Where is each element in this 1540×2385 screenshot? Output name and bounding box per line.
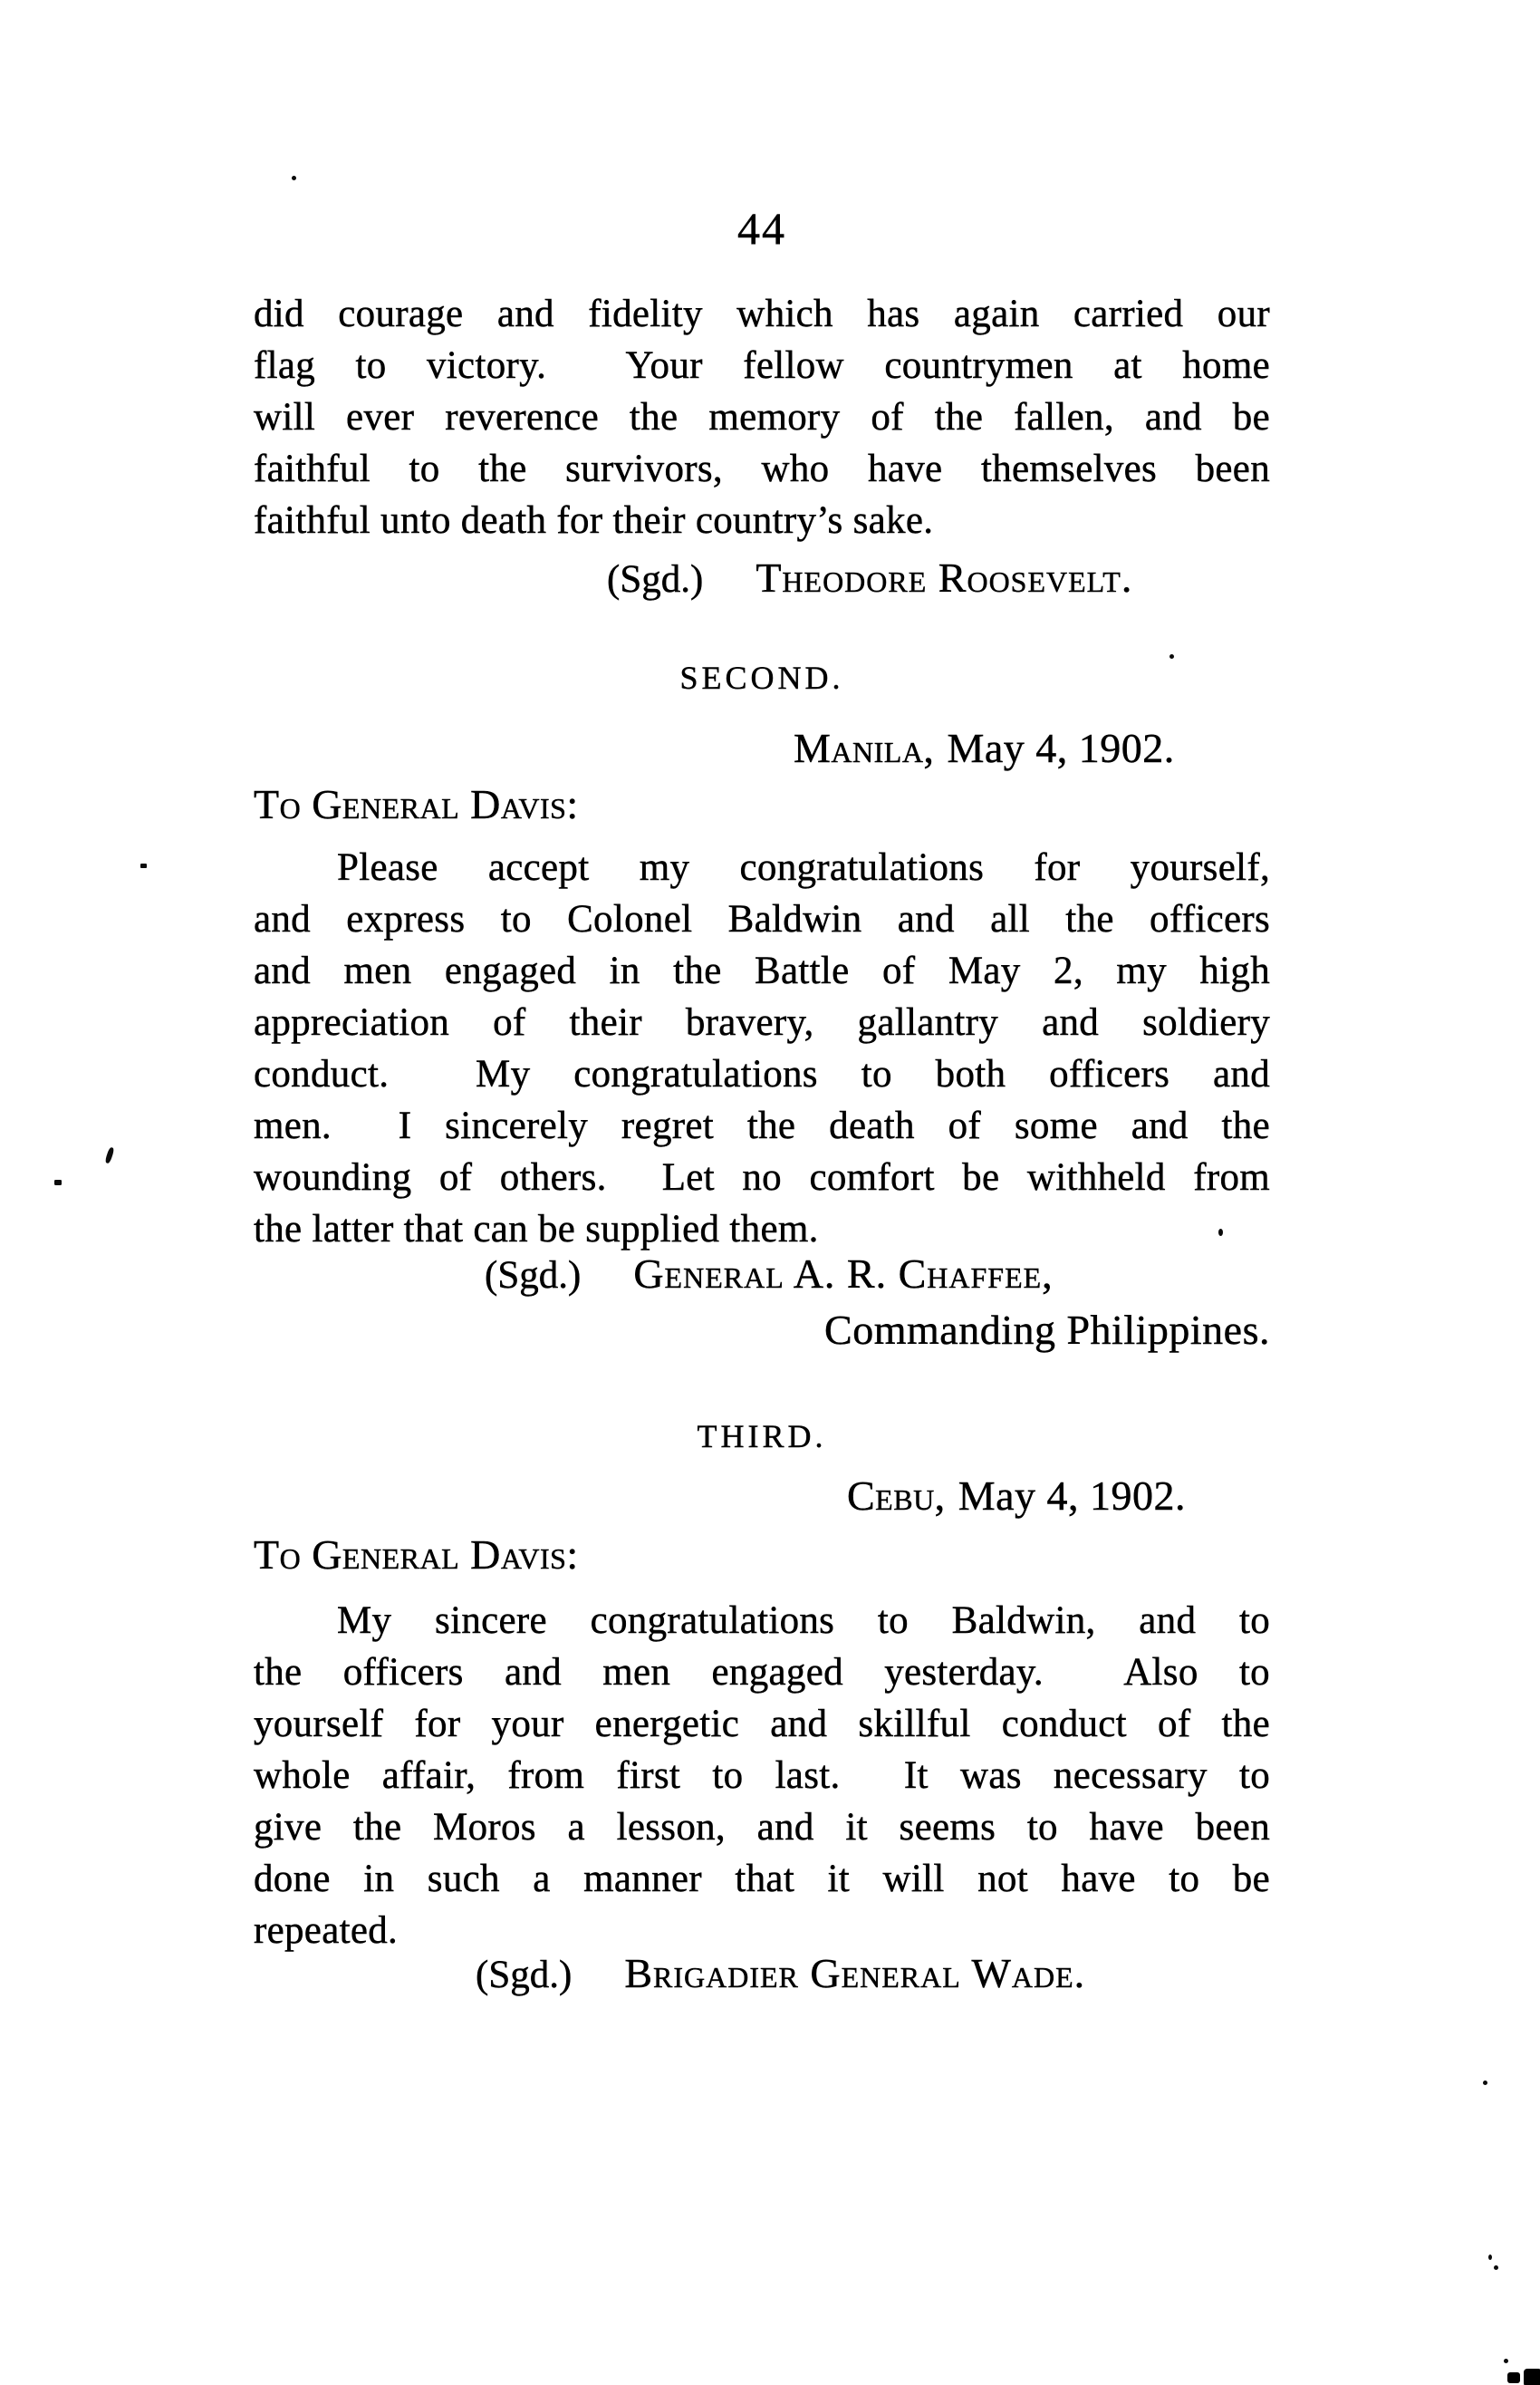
signature-title-commanding-philippines: Commanding Philippines. [824, 1307, 1270, 1353]
text-line: will ever reverence the memory of the fallen, and be [254, 396, 1270, 439]
salutation-general-davis: To General Davis: [254, 1531, 579, 1578]
text-line: wounding of others. Let no comfort be withheld from [254, 1156, 1270, 1199]
scan-speck [54, 1180, 62, 1185]
salutation-general-davis: To General Davis: [254, 781, 579, 827]
text-line: the officers and men engaged yesterday. Also to [254, 1651, 1270, 1694]
signature-wade [476, 1947, 1085, 2001]
sgd-label: (Sgd.) [607, 558, 704, 601]
scan-speck [292, 176, 296, 180]
text-line: Please accept my congratulations for yourself, [337, 846, 1270, 889]
scan-speck [1169, 654, 1174, 659]
scan-corner-artifact [1507, 2372, 1520, 2383]
section-heading-second: SECOND. [679, 660, 844, 696]
signature-name: Theodore Roosevelt. [756, 555, 1133, 601]
text-line: faithful unto death for their country’s sake. [254, 499, 934, 542]
text-line: did courage and fidelity which has again carried our [254, 293, 1270, 335]
text-line: and men engaged in the Battle of May 2, my high [254, 950, 1270, 992]
text-line: conduct. My congratulations to both officers and [254, 1053, 1270, 1096]
scan-speck [1483, 2081, 1487, 2085]
text-line: yourself for your energetic and skillful conduct of the [254, 1703, 1270, 1745]
text-line: flag to victory. Your fellow countrymen at home [254, 344, 1270, 387]
scan-speck [1504, 2359, 1508, 2363]
text-line: done in such a manner that it will not have to be [254, 1858, 1270, 1900]
signature-name: General A. R. Chaffee, [633, 1250, 1054, 1297]
sgd-label: (Sgd.) [476, 1954, 573, 1996]
dateline-place: Cebu, [847, 1473, 946, 1519]
text-line: My sincere congratulations to Baldwin, and to [337, 1599, 1270, 1642]
text-line: whole affair, from first to last. It was necessary to [254, 1754, 1270, 1797]
page-number: 44 [737, 203, 786, 254]
scan-speck [1494, 2265, 1498, 2270]
dateline-manila [794, 722, 1175, 774]
sgd-label: (Sgd.) [485, 1254, 582, 1297]
signature-chaffee [485, 1248, 1054, 1301]
section-heading-third: THIRD. [697, 1418, 827, 1454]
text-line: and express to Colonel Baldwin and all the officers [254, 898, 1270, 941]
roosevelt-message-paragraph [254, 288, 1270, 546]
signature-name: Brigadier General Wade. [624, 1950, 1086, 1996]
chaffee-message-paragraph [254, 842, 1270, 1255]
text-line: repeated. [254, 1909, 399, 1952]
dateline-date: May 4, 1902. [958, 1473, 1187, 1519]
scan-speck [104, 1147, 114, 1164]
wade-message-paragraph [254, 1595, 1270, 1956]
scan-speck [140, 864, 147, 868]
text-line: appreciation of their bravery, gallantry and soldiery [254, 1001, 1270, 1044]
text-line: give the Moros a lesson, and it seems to have been [254, 1806, 1270, 1849]
scan-speck [1488, 2255, 1492, 2260]
dateline-date: May 4, 1902. [947, 725, 1175, 771]
scan-speck [1218, 1229, 1223, 1236]
scan-corner-artifact [1524, 2369, 1540, 2385]
text-line: faithful to the survivors, who have themselves been [254, 448, 1270, 490]
signature-roosevelt [607, 552, 1132, 605]
text-line: the latter that can be supplied them. [254, 1208, 819, 1250]
dateline-cebu [847, 1470, 1186, 1521]
dateline-place: Manila, [794, 725, 935, 771]
text-line: men. I sincerely regret the death of some and the [254, 1105, 1270, 1147]
